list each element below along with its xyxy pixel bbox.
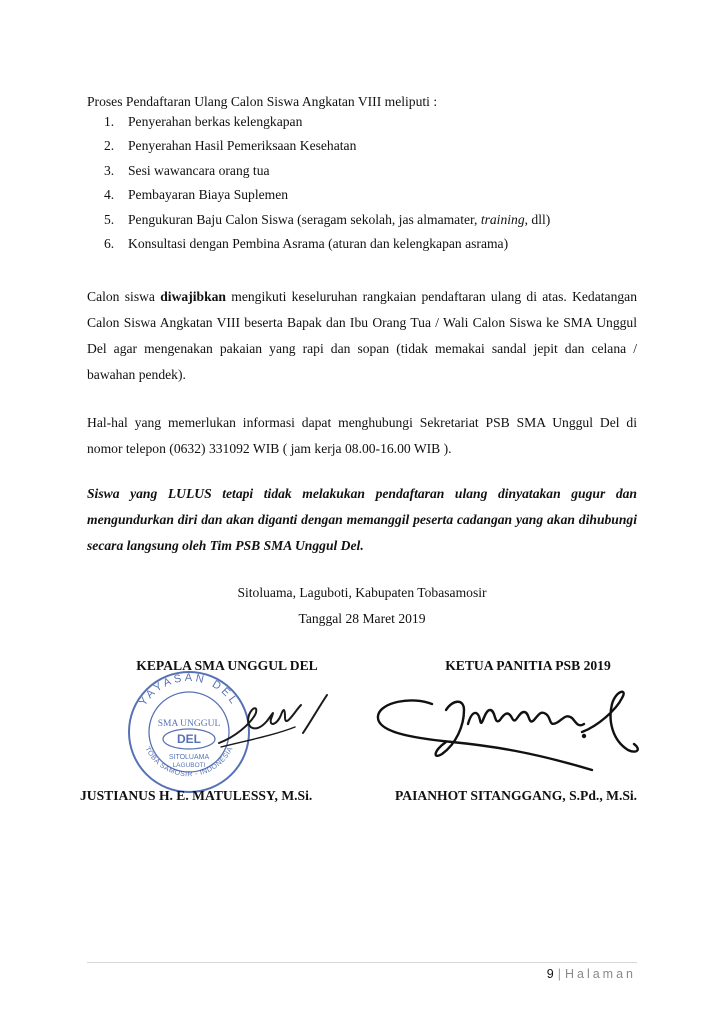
warning-paragraph: Siswa yang LULUS tetapi tidak melakukan pendaftaran ulang dinyatakan gugur dan mengundurkan diri dan akan diganti dengan memanggil peserta cadangan yang akan dihubungi secara langsung oleh Tim PSB SMA Unggul Del. xyxy=(87,486,637,553)
footer-separator: | xyxy=(557,967,561,981)
stamp-bottom-text: TOBA SAMOSIR - INDONESIA xyxy=(143,745,235,779)
right-signature xyxy=(372,680,662,780)
stamp-line3: SITOLUAMA xyxy=(168,754,210,761)
stamp-line1: SMA UNGGUL xyxy=(157,719,221,729)
list-item: 1. Penyerahan berkas kelengkapan xyxy=(104,114,303,129)
right-signatory-name: PAIANHOT SITANGGANG, S.Pd., M.Si. xyxy=(395,788,638,803)
stamp-line4: LAGUBOTI xyxy=(172,762,206,769)
footer-divider xyxy=(87,962,637,963)
right-signatory-title: KETUA PANITIA PSB 2019 xyxy=(445,658,611,673)
page-label: Halaman xyxy=(564,967,636,981)
list-item: 4. Pembayaran Biaya Suplemen xyxy=(104,187,289,203)
stamp-top-text: YAYASAN DEL xyxy=(137,671,241,709)
left-signature xyxy=(215,685,335,755)
intro-text: Proses Pendaftaran Ulang Calon Siswa Angkatan VIII meliputi : xyxy=(87,94,438,109)
date-line: Tanggal 28 Maret 2019 xyxy=(298,611,426,626)
list-item: 6. Konsultasi dengan Pembina Asrama (aturan dan kelengkapan asrama) xyxy=(104,235,509,251)
left-signatory-title: KEPALA SMA UNGGUL DEL xyxy=(136,658,318,673)
page-number: 9 xyxy=(546,967,554,981)
left-signatory-name: JUSTIANUS H. E. MATULESSY, M.Si. xyxy=(80,788,313,803)
list-item: 3. Sesi wawancara orang tua xyxy=(104,162,270,178)
page-footer xyxy=(547,965,636,983)
list-item: 2. Penyerahan Hasil Pemeriksaan Kesehatan xyxy=(104,138,357,154)
place-line: Sitoluama, Laguboti, Kabupaten Tobasamosir xyxy=(237,585,487,600)
list-item: 5. Pengukuran Baju Calon Siswa (seragam sekolah, jas almamater, training, dll) xyxy=(104,211,551,227)
obligation-paragraph: Calon siswa diwajibkan mengikuti keseluruhan rangkaian pendaftaran ulang di atas. Kedatangan Calon Siswa Angkatan VIII beserta Bapak dan Ibu Orang Tua / Wali Calon Siswa ke SMA Unggul Del agar mengenakan pakaian yang rapi dan sopan (tidak memakai sandal jepit dan celana / bawahan pendek). xyxy=(87,289,637,382)
registration-steps-list xyxy=(104,110,644,256)
contact-paragraph: Hal-hal yang memerlukan informasi dapat menghubungi Sekretariat PSB SMA Unggul Del di nomor telepon (0632) 331092 WIB ( jam kerja 08.00-16.00 WIB ). xyxy=(87,415,637,456)
stamp-line2: DEL xyxy=(177,732,201,746)
